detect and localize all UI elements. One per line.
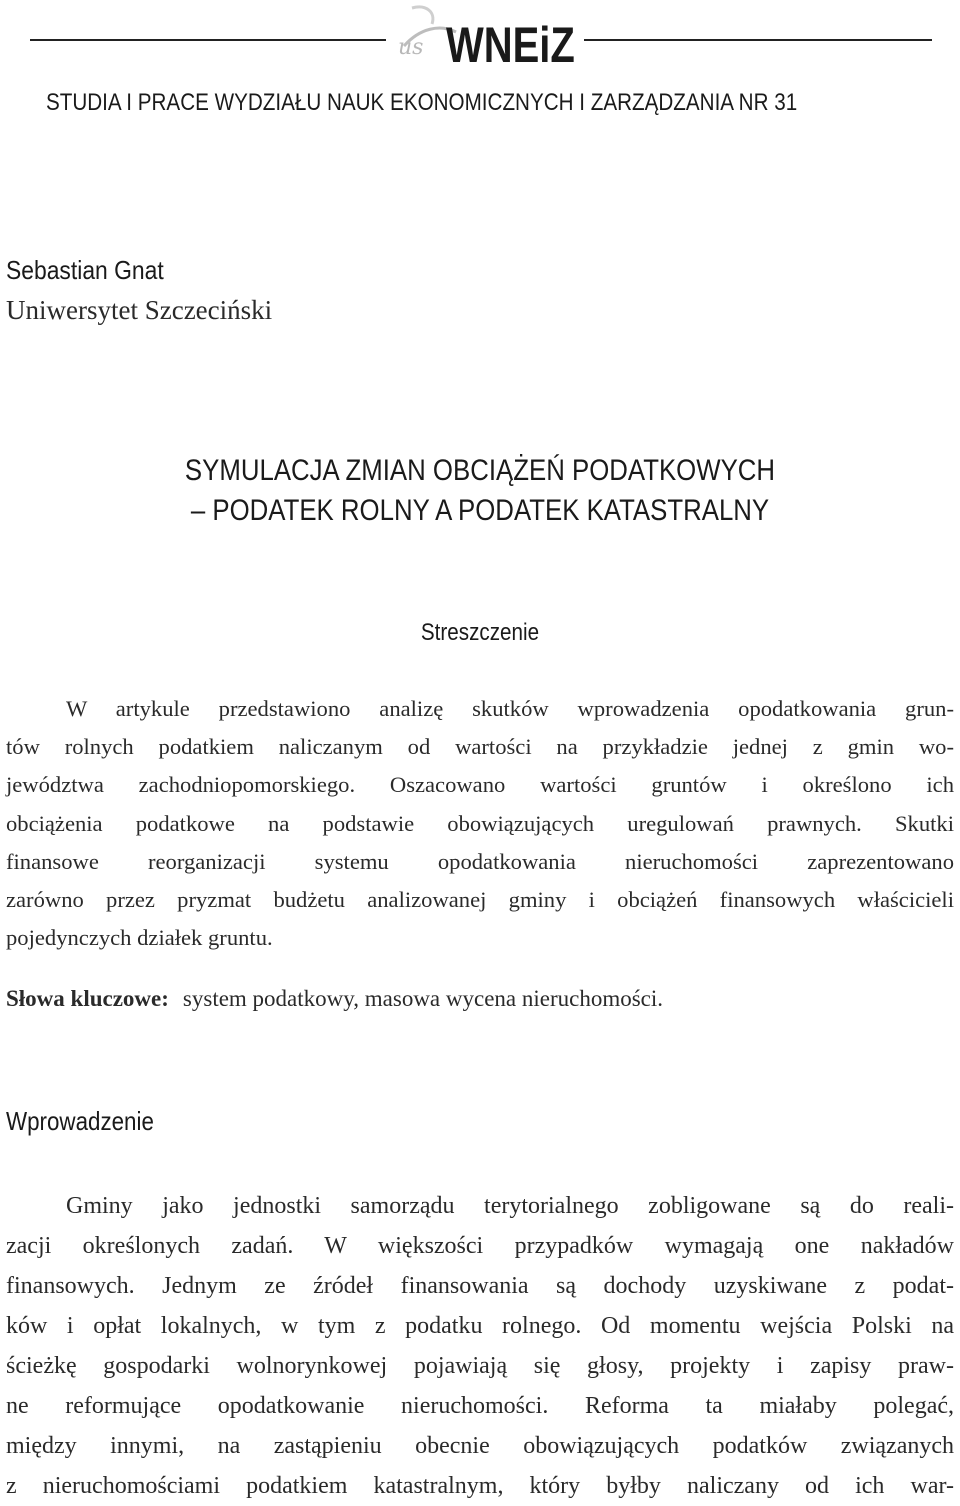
intro-line: między innymi, na zastąpieniu obecnie obowiązujących podatków związanych <box>6 1433 954 1459</box>
keywords <box>6 986 663 1012</box>
abstract-line: zarówno przez pryzmat budżetu analizowanej gminy i obciążeń finansowych właścicieli <box>6 887 954 913</box>
abstract-heading: Streszczenie <box>420 619 540 646</box>
abstract-line: W artykule przedstawiono analizę skutków wprowadzenia opodatkowania grun- <box>66 696 954 721</box>
abstract-line: finansowe reorganizacji systemu opodatkowania nieruchomości zaprezentowano <box>6 848 954 874</box>
intro-line: ne reformujące opodatkowanie nieruchomości. Reforma ta miałaby polegać, <box>6 1393 954 1419</box>
article-title-line-2: – PODATEK ROLNY A PODATEK KATASTRALNY <box>190 494 770 527</box>
abstract-text <box>6 690 954 957</box>
intro-line: zacji określonych zadań. W większości przypadków wymagają one nakładów <box>6 1233 954 1259</box>
abstract-line: jewództwa zachodniopomorskiego. Oszacowano wartości gruntów i określono ich <box>6 772 954 798</box>
header-rule-right <box>584 39 932 41</box>
article-title-line-1: SYMULACJA ZMIAN OBCIĄŻEŃ PODATKOWYCH <box>184 454 776 487</box>
intro-line: finansowych. Jednym ze źródeł finansowania są dochody uzyskiwane z podat- <box>6 1273 954 1299</box>
author-affiliation: Uniwersytet Szczeciński <box>6 295 273 325</box>
journal-series-title: STUDIA I PRACE WYDZIAŁU NAUK EKONOMICZNYCH I ZARZĄDZANIA NR 31 <box>46 89 798 116</box>
author-name: Sebastian Gnat <box>6 255 164 285</box>
keywords-value: system podatkowy, masowa wycena nieruchomości. <box>182 986 664 1011</box>
svg-text:WNEiZ: WNEiZ <box>446 16 575 74</box>
wneiz-logo <box>396 2 582 76</box>
intro-line: ków i opłat lokalnych, w tym z podatku rolnego. Od momentu wejścia Polski na <box>6 1313 954 1339</box>
abstract-line: tów rolnych podatkiem naliczanym od wartości na przykładzie jednej z gmin wo- <box>6 734 954 760</box>
abstract-line: pojedynczych działek gruntu. <box>6 925 273 951</box>
intro-line: ścieżkę gospodarki wolnorynkowej pojawiają się głosy, projekty i zapisy praw- <box>6 1353 954 1379</box>
intro-text <box>6 1186 954 1506</box>
intro-line: z nieruchomościami podatkiem katastralnym, który byłby naliczany od ich war- <box>6 1473 954 1499</box>
intro-heading: Wprowadzenie <box>6 1106 154 1136</box>
svg-text:us: us <box>398 35 424 60</box>
keywords-label: Słowa kluczowe: <box>6 986 169 1011</box>
intro-line: Gminy jako jednostki samorządu terytorialnego zobligowane są do reali- <box>66 1193 954 1219</box>
header-rule-left <box>30 39 386 41</box>
abstract-line: obciążenia podatkowe na podstawie obowiązujących uregulowań prawnych. Skutki <box>6 810 954 836</box>
